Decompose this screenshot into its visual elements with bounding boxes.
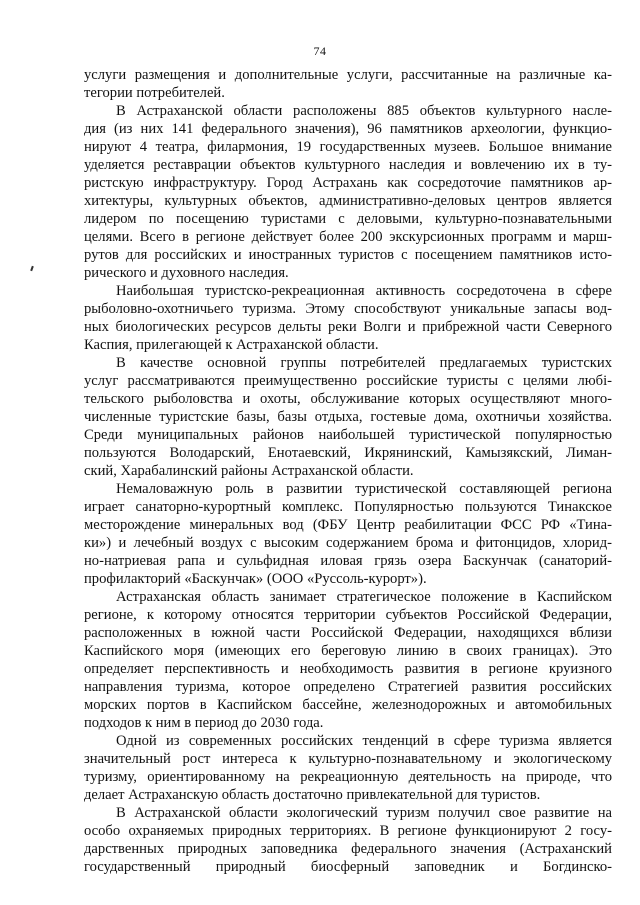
text-line: услуг рассматриваются преимущественно российские туристы с целями любi-: [84, 373, 612, 389]
text-line: делает Астраханскую область достаточно привлекательной для туристов.: [84, 787, 541, 803]
text-line: ки») и лечебный воздух с высоким содержанием брома и фитонцидов, хлорид-: [84, 535, 612, 551]
text-line: рутов для российских и иностранных туристов с посещением памятников исто-: [84, 247, 612, 263]
text-line: нируют 4 театра, филармония, 19 государственных музеев. Большое внимание: [84, 139, 612, 155]
paragraph: [84, 588, 612, 732]
text-line: тегории потребителей.: [84, 85, 225, 101]
text-line: подходов к ним в период до 2030 года.: [84, 715, 324, 731]
text-line: В Астраханской области расположены 885 объектов культурного насле-: [116, 103, 612, 119]
text-line: Каспийского моря (имеющих его береговую линию в своих границах). Это: [84, 643, 612, 659]
text-line: целями. Всего в регионе действует более 200 экскурсионных программ и марш-: [84, 229, 612, 245]
text-line: ский, Харабалинский районы Астраханской области.: [84, 463, 414, 479]
text-line: лидером по посещению туристами с деловыми, культурно-познавательными: [84, 211, 612, 227]
text-line: определяет перспективность и необходимость развития в регионе круизного: [84, 661, 612, 677]
text-line: расположенных в южной части Российской Федерации, находящихся вблизи: [84, 625, 612, 641]
text-line: Среди муниципальных районов наибольшей туристической популярностью: [84, 427, 612, 443]
text-line: значительный рост интереса к культурно-познавательному и экологическому: [84, 751, 612, 767]
paragraph: [84, 66, 612, 102]
text-line: государственный природный биосферный заповедник и Богдинско-: [84, 859, 612, 875]
scan-speck: [30, 266, 34, 271]
text-line: Астраханская область занимает стратегическое положение в Каспийском: [116, 589, 612, 605]
text-line: услуги размещения и дополнительные услуги, рассчитанные на различные ка-: [84, 67, 612, 83]
paragraph: [84, 282, 612, 354]
text-line: направления туризма, которое определено Стратегией развития российских: [84, 679, 612, 695]
text-line: месторождение минеральных вод (ФБУ Центр реабилитации ФСС РФ «Тина-: [84, 517, 612, 533]
text-line: хитектуры, культурных объектов, административно-деловых центров является: [84, 193, 612, 209]
text-line: ристскую инфраструктуру. Город Астрахань как сосредоточие памятников ар-: [84, 175, 612, 191]
text-line: В качестве основной группы потребителей предлагаемых туристских: [116, 355, 612, 371]
paragraph: [84, 732, 612, 804]
paragraph: [84, 804, 612, 876]
page-number: 74: [313, 44, 327, 58]
text-line: уделяется реставрации объектов культурного наследия и вовлечению их в ту-: [84, 157, 612, 173]
text-line: Немаловажную роль в развитии туристической составляющей региона: [116, 481, 612, 497]
text-line: морских портов в Каспийском бассейне, железнодорожных и автомобильных: [84, 697, 612, 713]
text-line: туризму, ориентированному на рекреационную деятельность на природе, что: [84, 769, 612, 785]
text-line: регионе, к которому относятся территории субъектов Российской Федерации,: [84, 607, 612, 623]
text-line: особо охраняемых природных территориях. В регионе функционируют 2 госу-: [84, 823, 612, 839]
text-line: В Астраханской области экологический туризм получил свое развитие на: [116, 805, 612, 821]
paragraph: [84, 480, 612, 588]
text-line: Каспия, прилегающей к Астраханской области.: [84, 337, 379, 353]
body-text: [84, 66, 612, 876]
paragraph: [84, 354, 612, 480]
text-line: рыболовно-охотничьего туризма. Этому способствуют уникальные запасы вод-: [84, 301, 612, 317]
paragraph: [84, 102, 612, 282]
text-line: рического и духовного наследия.: [84, 265, 289, 281]
text-line: ных биологических ресурсов дельты реки Волги и прибрежной части Северного: [84, 319, 612, 335]
text-line: Одной из современных российских тенденций в сфере туризма является: [116, 733, 612, 749]
text-line: численные туристские базы, базы отдыха, гостевые дома, охотничьи хозяйства.: [84, 409, 612, 425]
text-line: тельского рыболовства и охоты, обслуживание которых осуществляют много-: [84, 391, 612, 407]
text-line: дия (из них 141 федерального значения), 96 памятников археологии, функцио-: [84, 121, 612, 137]
text-line: профилакторий «Баскунчак» (ООО «Руссоль-курорт»).: [84, 571, 427, 587]
text-line: дарственных природных заповедника федерального значения (Астраханский: [84, 841, 612, 857]
text-line: но-натриевая рапа и сульфидная иловая грязь озера Баскунчак (санаторий-: [84, 553, 612, 569]
text-line: играет санаторно-курортный комплекс. Популярностью пользуются Тинакское: [84, 499, 612, 515]
text-line: Наибольшая туристско-рекреационная активность сосредоточена в сфере: [116, 283, 612, 299]
text-line: пользуются Володарский, Енотаевский, Икрянинский, Камызякский, Лиман-: [84, 445, 612, 461]
